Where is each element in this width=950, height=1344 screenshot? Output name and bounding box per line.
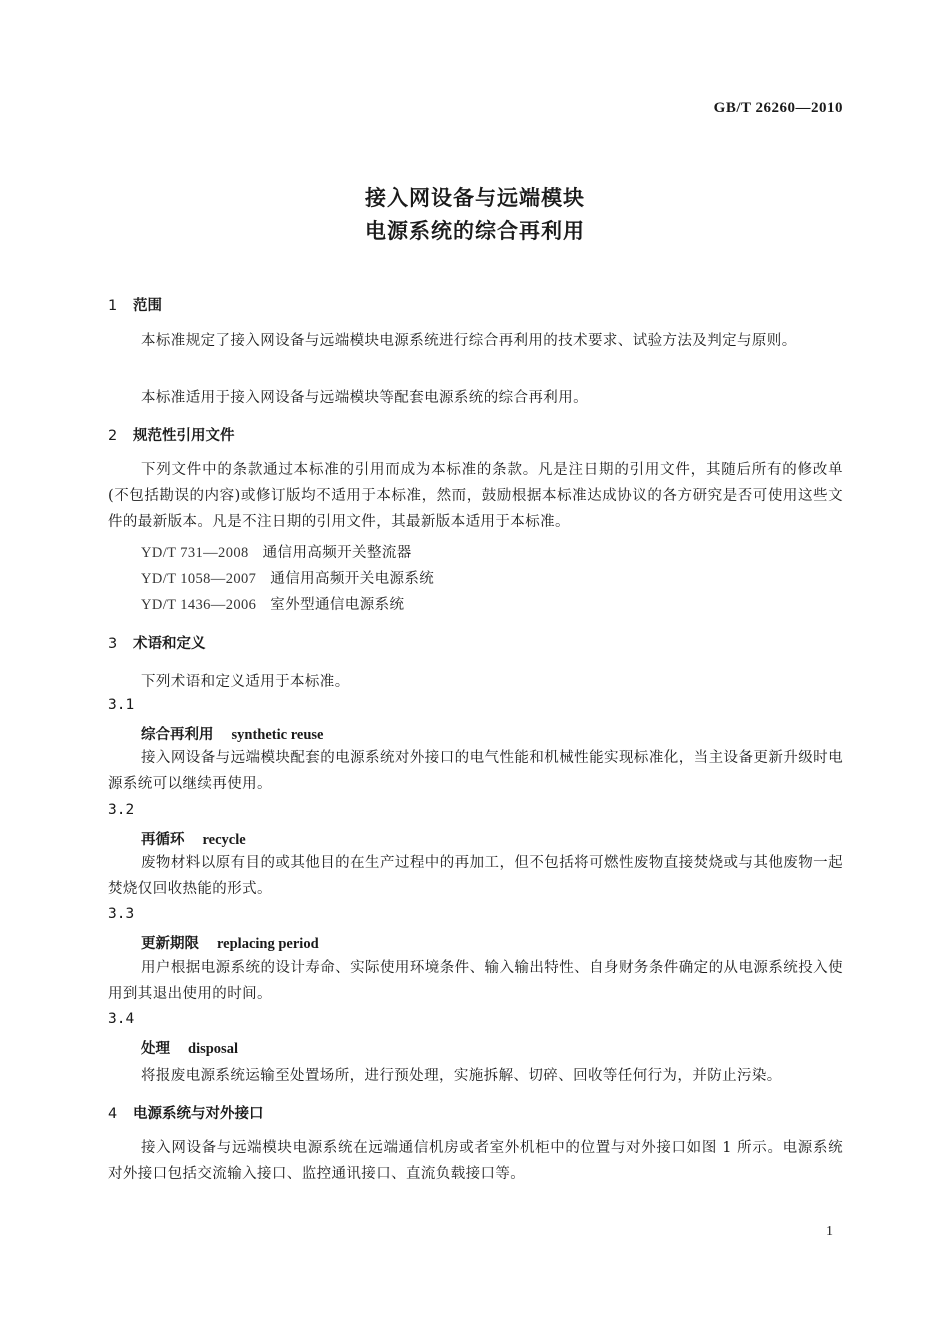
section-3-intro: 下列术语和定义适用于本标准。 — [141, 674, 350, 690]
term-english: disposal — [188, 1041, 238, 1057]
document-title-line-2: 电源系统的综合再利用 — [365, 219, 585, 243]
reference-item — [141, 567, 434, 588]
term-definition: 废物材料以原有目的或其他目的在生产过程中的再加工，但不包括将可燃性废物直接焚烧或与其他废物一起焚烧仅回收热能的形式。 — [108, 855, 843, 897]
section-2-heading — [108, 424, 235, 445]
term-number: 3.4 — [108, 1011, 135, 1027]
term-english: replacing period — [217, 936, 319, 952]
document-title-line-1: 接入网设备与远端模块 — [365, 186, 585, 210]
section-4-heading — [108, 1102, 264, 1123]
reference-code: YD/T 731—2008 — [141, 545, 249, 561]
section-number: 3 — [108, 636, 118, 652]
reference-code: YD/T 1436—2006 — [141, 597, 257, 613]
page-number: 1 — [826, 1224, 833, 1239]
term-definition: 将报废电源系统运输至处置场所，进行预处理，实施拆解、切碎、回收等任何行为，并防止污染。 — [141, 1068, 782, 1084]
section-title: 规范性引用文件 — [133, 428, 235, 444]
reference-name: 通信用高频开关整流器 — [262, 545, 412, 561]
term-chinese: 更新期限 — [141, 936, 199, 952]
term-chinese: 处理 — [141, 1041, 170, 1057]
section-2-paragraph-1: 下列文件中的条款通过本标准的引用而成为本标准的条款。凡是注日期的引用文件，其随后所有的修改单(不包括勘误的内容)或修订版均不适用于本标准，然而，鼓励根据本标准达成协议的各方研究是否可使用这些文件的最新版本。凡是不注日期的引用文件，其最新版本适用于本标准。 — [108, 462, 843, 530]
reference-code: YD/T 1058—2007 — [141, 571, 257, 587]
term-number: 3.1 — [108, 697, 135, 713]
term-title — [141, 1037, 238, 1058]
term-english: synthetic reuse — [231, 727, 324, 743]
term-definition: 用户根据电源系统的设计寿命、实际使用环境条件、输入输出特性、自身财务条件确定的从电源系统投入使用到其退出使用的时间。 — [108, 960, 843, 1002]
reference-item — [141, 593, 404, 614]
standard-code: GB/T 26260—2010 — [713, 100, 843, 116]
section-title: 术语和定义 — [133, 636, 206, 652]
reference-name: 室外型通信电源系统 — [270, 597, 405, 613]
section-number: 2 — [108, 428, 118, 444]
section-title: 电源系统与对外接口 — [133, 1106, 264, 1122]
term-definition: 接入网设备与远端模块配套的电源系统对外接口的电气性能和机械性能实现标准化，当主设备更新升级时电源系统可以继续再使用。 — [108, 750, 843, 792]
section-title: 范围 — [133, 298, 162, 314]
section-1-paragraph-2: 本标准适用于接入网设备与远端模块等配套电源系统的综合再利用。 — [141, 390, 588, 406]
term-title — [141, 932, 319, 953]
section-4-paragraph-1: 接入网设备与远端模块电源系统在远端通信机房或者室外机柜中的位置与对外接口如图 1 所示。电源系统对外接口包括交流输入接口、监控通讯接口、直流负载接口等。 — [108, 1140, 843, 1182]
term-chinese: 综合再利用 — [141, 727, 214, 743]
section-number: 4 — [108, 1106, 118, 1122]
reference-name: 通信用高频开关电源系统 — [270, 571, 435, 587]
reference-item — [141, 541, 412, 562]
term-title — [141, 723, 323, 744]
term-chinese: 再循环 — [141, 832, 185, 848]
term-english: recycle — [202, 832, 246, 848]
section-1-heading — [108, 294, 162, 315]
section-number: 1 — [108, 298, 118, 314]
term-number: 3.2 — [108, 802, 135, 818]
section-3-heading — [108, 632, 206, 653]
term-title — [141, 828, 246, 849]
section-1-paragraph-1: 本标准规定了接入网设备与远端模块电源系统进行综合再利用的技术要求、试验方法及判定与原则。 — [141, 333, 797, 349]
term-number: 3.3 — [108, 906, 135, 922]
